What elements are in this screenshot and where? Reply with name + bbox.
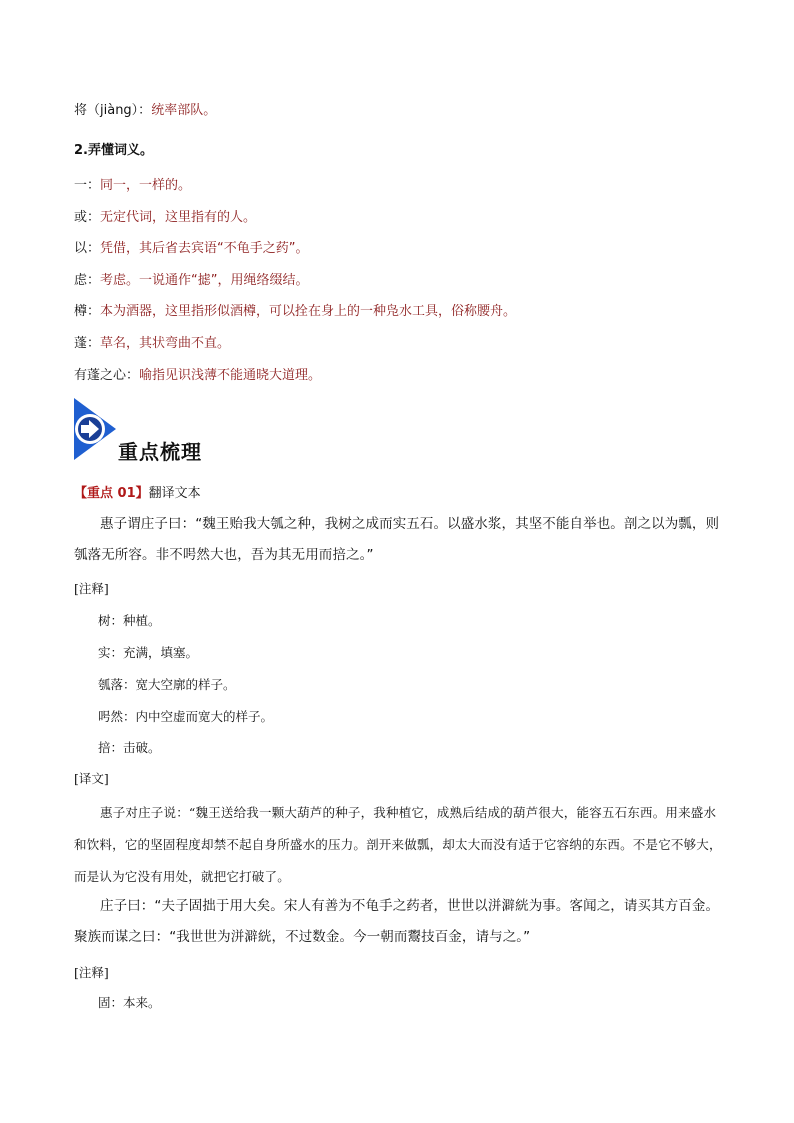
definition-item: [74, 335, 230, 353]
translation-label: [译文]: [74, 771, 109, 786]
translation-text: 惠子对庄子说：“魏王送给我一颗大葫芦的种子，我种植它，成熟后结成的葫芦很大，能容五石东西。用来盛水和饮料，它的坚固程度却禁不起自身所盛水的压力。剖开来做瓢，却太大而没有适于它容纳的东西。不是它不够大，而是认为它没有用处，就把它打破了。: [74, 805, 722, 884]
note-item: 实：充满，填塞。: [98, 645, 199, 660]
note-item: 树：种植。: [98, 613, 161, 628]
key-point-line: [74, 485, 201, 503]
definition-meaning: 凭借，其后省去宾语“不龟手之药”。: [100, 241, 309, 256]
vocab-meaning: 统率部队。: [151, 103, 217, 118]
note-item: 呺然：内中空虚而宽大的样子。: [98, 709, 274, 724]
note-item: 固：本来。: [98, 995, 161, 1010]
heading-title: 重点梳理: [118, 440, 202, 464]
definition-meaning: 考虑。一说通作“摅”，用绳络缀结。: [100, 273, 309, 288]
definition-term: 有蓬之心：: [74, 368, 140, 383]
definition-item: [74, 272, 309, 290]
definition-meaning: 草名，其状弯曲不直。: [100, 336, 231, 351]
definition-term: 一：: [74, 178, 101, 193]
definition-meaning: 同一，一样的。: [100, 178, 192, 193]
notes-label: [注释]: [74, 581, 109, 596]
definition-term: 或：: [74, 210, 101, 225]
definition-term: 以：: [74, 241, 101, 256]
section-title: 2.弄懂词义。: [74, 143, 153, 158]
definition-meaning: 本为酒器，这里指形似酒樽，可以拴在身上的一种凫水工具，俗称腰舟。: [100, 304, 517, 319]
arrow-right-icon: [72, 398, 118, 460]
definition-term: 虑：: [74, 273, 101, 288]
definition-meaning: 喻指见识浅薄不能通晓大道理。: [139, 368, 322, 383]
definition-item: [74, 367, 321, 385]
note-item: 掊：击破。: [98, 740, 161, 755]
definition-term: 樽：: [74, 304, 101, 319]
definition-item: [74, 209, 256, 227]
vocab-term: 将（jiàng）：: [74, 103, 152, 118]
definition-meaning: 无定代词，这里指有的人。: [100, 210, 257, 225]
key-point-label: 翻译文本: [148, 486, 201, 501]
section-heading: [72, 398, 332, 466]
notes-label: [注释]: [74, 965, 109, 980]
definition-item: [74, 240, 309, 258]
note-item: 瓠落：宽大空廓的样子。: [98, 677, 236, 692]
vocab-line: [74, 102, 216, 120]
definition-term: 蓬：: [74, 336, 101, 351]
original-passage: 惠子谓庄子曰：“魏王贻我大瓠之种，我树之成而实五石。以盛水浆，其坚不能自举也。剖之以为瓢，则瓠落无所容。非不呺然大也，吾为其无用而掊之。”: [74, 516, 720, 563]
definition-item: [74, 303, 516, 321]
original-passage: 庄子曰：“夫子固拙于用大矣。宋人有善为不龟手之药者，世世以洴澼絖为事。客闻之，请买其方百金。聚族而谋之曰：“我世世为洴澼絖，不过数金。今一朝而鬻技百金，请与之。”: [74, 898, 720, 945]
definition-item: [74, 177, 191, 195]
key-point-tag: 【重点 01】: [74, 486, 149, 501]
